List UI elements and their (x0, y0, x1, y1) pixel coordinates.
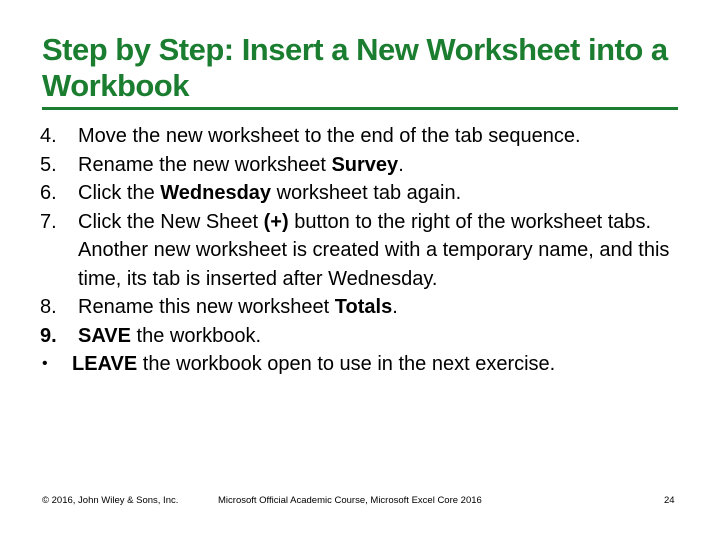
step-text-bold: Survey (331, 153, 399, 176)
step-5 (40, 151, 680, 180)
step-number: 9. (40, 324, 57, 347)
step-text (78, 208, 680, 294)
step-text: Move the new worksheet to the end of the tab sequence. (78, 125, 581, 147)
step-text-bold: LEAVE (72, 353, 138, 375)
step-text-pre: Click the New Sheet (78, 210, 264, 233)
step-number: 6. (40, 182, 57, 204)
step-text-post: the workbook open to use in the next exercise. (137, 353, 556, 375)
step-text-bold: SAVE (78, 324, 131, 347)
step-bullet (40, 350, 680, 379)
step-number: 4. (40, 125, 57, 147)
step-text-bold: Wednesday (160, 182, 272, 204)
step-text-post: . (392, 296, 398, 318)
step-text (78, 293, 680, 322)
step-text (72, 350, 680, 379)
step-list (40, 122, 680, 379)
step-8 (40, 293, 680, 322)
step-text-pre: Rename the new worksheet (78, 153, 332, 176)
step-6 (40, 179, 680, 208)
bullet-icon: • (42, 355, 48, 372)
step-4 (40, 122, 680, 151)
step-text-post: button to the right of the worksheet tabs. Another new worksheet is created with a temporary name, and this time, its tab is inserted after Wednesday. (78, 210, 670, 290)
step-number: 5. (40, 153, 57, 176)
step-text (78, 322, 680, 351)
step-text-post: worksheet tab again. (271, 182, 462, 204)
title-divider (42, 107, 678, 110)
step-9 (40, 322, 680, 351)
step-number: 7. (40, 210, 57, 233)
slide-title: Step by Step: Insert a New Worksheet into a Workbook (42, 32, 668, 103)
step-text (78, 179, 680, 208)
step-number: 8. (40, 296, 57, 318)
page-number: 24 (664, 495, 675, 506)
step-text-bold: (+) (263, 210, 289, 233)
step-text-pre: Rename this new worksheet (78, 296, 335, 318)
step-text-post: the workbook. (130, 324, 262, 347)
step-text-bold: Totals (334, 296, 393, 318)
step-text (78, 151, 680, 180)
step-7 (40, 208, 680, 294)
step-text-post: . (398, 153, 404, 176)
footer-copyright: © 2016, John Wiley & Sons, Inc. (42, 495, 179, 506)
step-text-pre: Click the (78, 182, 161, 204)
footer-course: Microsoft Official Academic Course, Microsoft Excel Core 2016 (218, 495, 482, 506)
